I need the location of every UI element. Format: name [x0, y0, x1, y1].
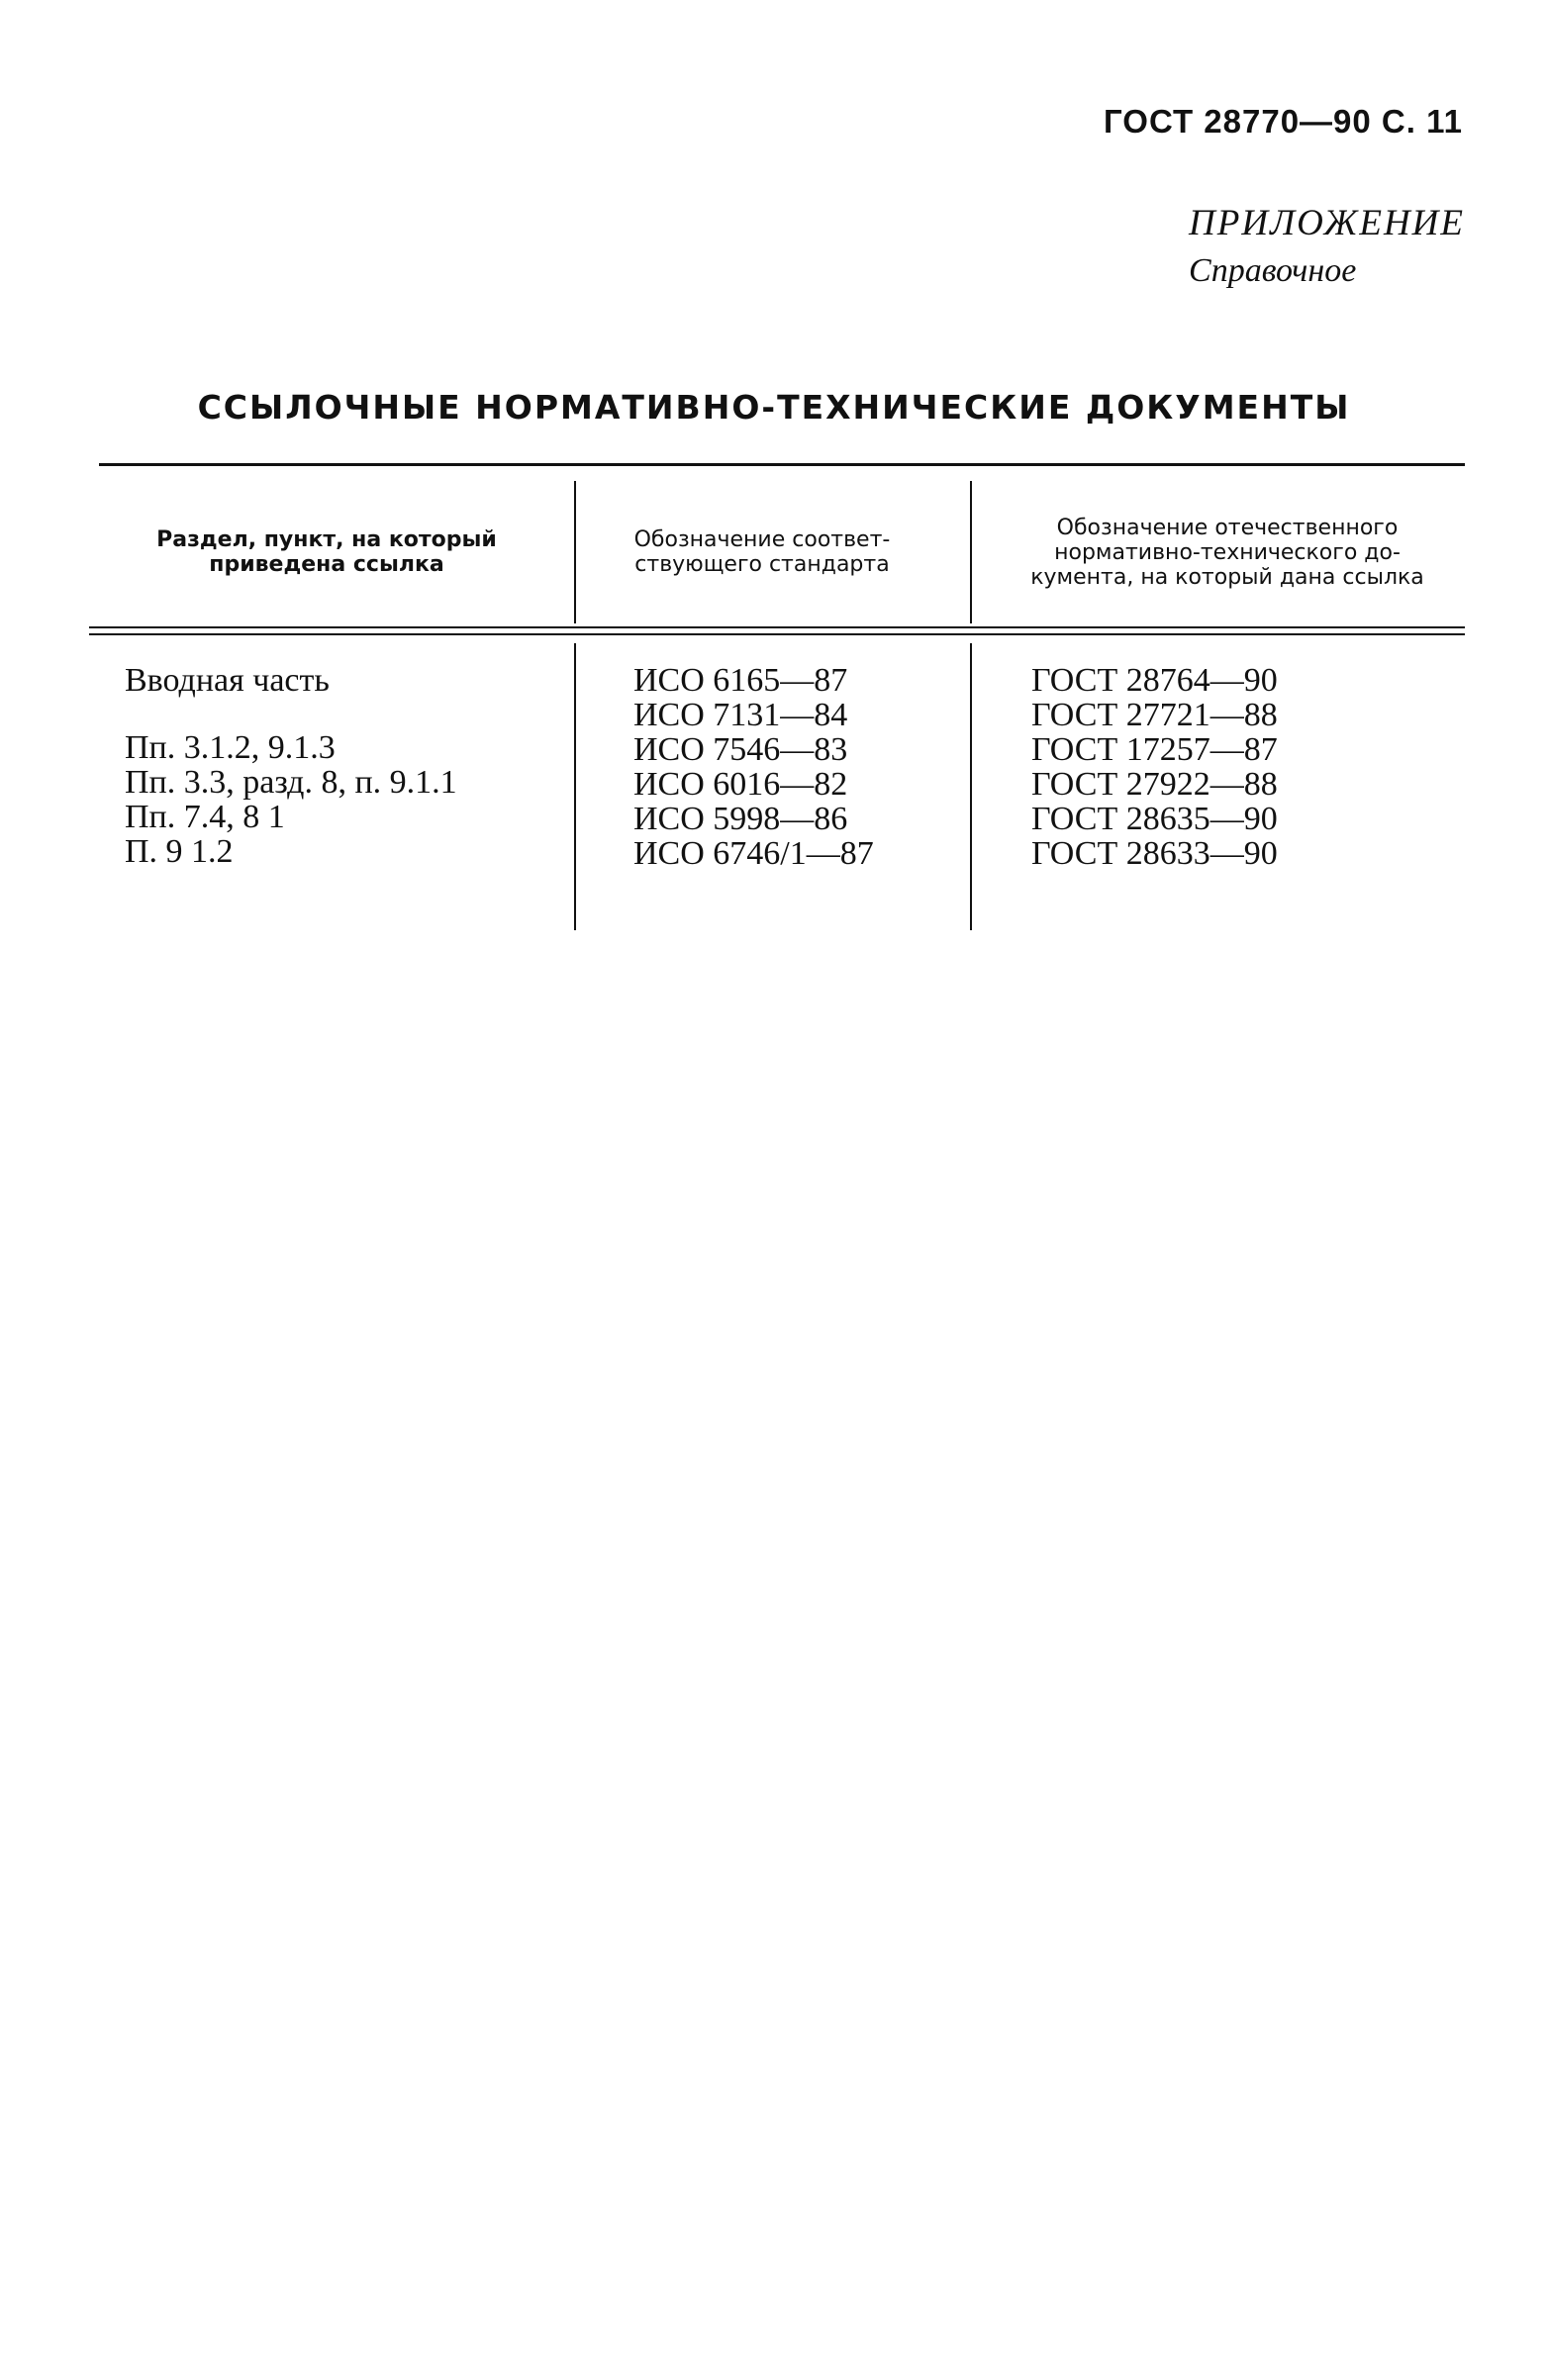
- column-sections: [125, 663, 457, 869]
- document-title: ССЫЛОЧНЫЕ НОРМАТИВНО-ТЕХНИЧЕСКИЕ ДОКУМЕНТЫ: [197, 388, 1351, 427]
- appendix-block: [1189, 202, 1465, 290]
- gost-document-cell: ГОСТ 17257—87: [1031, 731, 1278, 768]
- section-cell: Пп. 3.3, разд. 8, п. 9.1.1: [125, 764, 457, 801]
- iso-standard-cell: ИСО 6165—87: [633, 662, 848, 699]
- iso-standard-cell: ИСО 7131—84: [633, 697, 848, 733]
- body-divider-2: [970, 643, 972, 930]
- iso-standard-cell: ИСО 7546—83: [633, 731, 848, 768]
- iso-standard-cell: ИСО 6016—82: [633, 766, 848, 803]
- header-cell-section: Раздел, пункт, на который приведена ссылка: [156, 527, 497, 577]
- table-top-rule: [99, 463, 1465, 466]
- body-divider-1: [574, 643, 576, 930]
- gost-document-cell: ГОСТ 28633—90: [1031, 835, 1278, 872]
- gost-document-cell: ГОСТ 28764—90: [1031, 662, 1278, 699]
- section-cell: Пп. 3.1.2, 9.1.3: [125, 729, 336, 766]
- gost-document-cell: ГОСТ 28635—90: [1031, 801, 1278, 837]
- iso-standard-cell: ИСО 5998—86: [633, 801, 848, 837]
- header-divider-1: [574, 481, 576, 623]
- iso-standard-cell: ИСО 6746/1—87: [633, 835, 874, 872]
- column-iso-standards: [633, 663, 874, 871]
- column-gost-documents: [1031, 663, 1278, 871]
- header-cell-domestic-doc: Обозначение отечественного нормативно-технического документа, на который дана ссылка: [1030, 515, 1424, 590]
- page-header-doc-ref: ГОСТ 28770—90 С. 11: [1104, 103, 1463, 140]
- header-bottom-rule-2: [89, 633, 1465, 635]
- section-cell: Пп. 7.4, 8 1: [125, 799, 285, 835]
- gost-document-cell: ГОСТ 27721—88: [1031, 697, 1278, 733]
- appendix-subtitle: Справочное: [1189, 252, 1357, 289]
- header-bottom-rule-1: [89, 626, 1465, 628]
- section-cell: П. 9 1.2: [125, 833, 234, 870]
- header-cell-standard: Обозначение соответствующего стандарта: [633, 527, 891, 577]
- appendix-title: ПРИЛОЖЕНИЕ: [1189, 203, 1465, 243]
- gost-document-cell: ГОСТ 27922—88: [1031, 766, 1278, 803]
- header-divider-2: [970, 481, 972, 623]
- section-cell: Вводная часть: [125, 662, 330, 699]
- table-header: [99, 481, 1465, 623]
